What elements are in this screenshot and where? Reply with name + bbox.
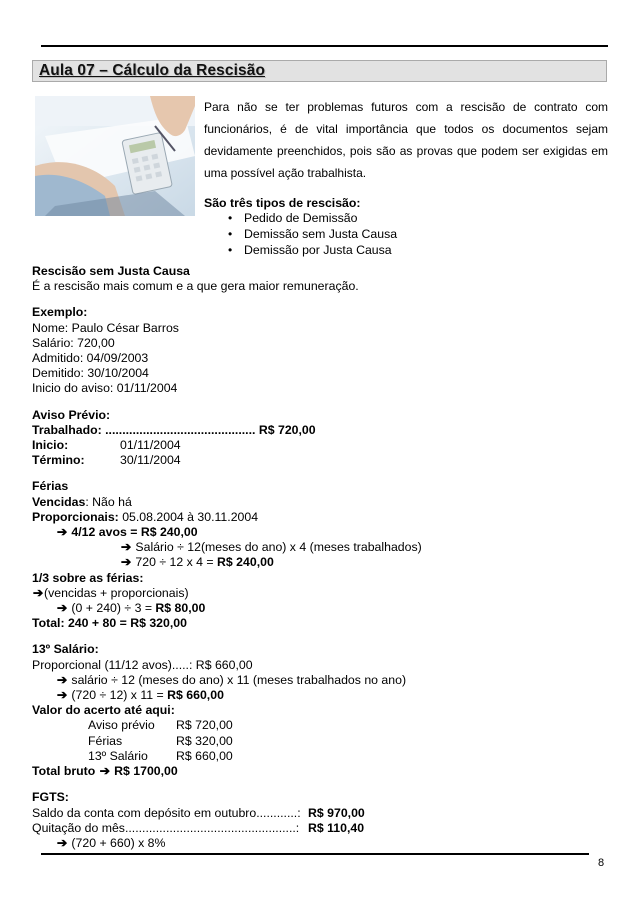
ferias-terco1-text: (vencidas + proporcionais) [44,585,189,600]
right-arrow-icon: ➔ [56,835,68,850]
ferias-vencidas-label: Vencidas [32,494,86,509]
right-arrow-icon: ➔ [120,540,132,555]
aviso-trabalhado: Trabalhado: ............................................ R$ 720,00 [32,422,316,437]
ferias-proporcionais-label: Proporcionais: [32,509,119,524]
acerto-label: Aviso prévio [88,718,155,733]
right-arrow-icon: ➔ [99,764,110,779]
decimo-calc1 [32,673,612,688]
aviso-termino-value: 30/11/2004 [120,453,181,468]
right-arrow-icon: ➔ [56,525,68,540]
fgts-heading: FGTS: [32,790,69,805]
ferias-terco2-result: R$ 80,00 [155,601,206,616]
acerto-row [32,718,612,733]
example-line: Salário: 720,00 [32,335,115,350]
section-heading: Rescisão sem Justa Causa [32,264,190,278]
photo-illustration [35,96,195,216]
example-line: Nome: Paulo César Barros [32,320,179,335]
aviso-termino-row [32,453,612,468]
rescission-types-list [230,210,397,258]
acerto-value: R$ 320,00 [176,733,233,748]
list-item: • Demissão sem Justa Causa [230,226,397,242]
aviso-inicio-row [32,438,612,453]
example-line: Inicio do aviso: 01/11/2004 [32,381,178,396]
title-bar [32,60,607,82]
ferias-vencidas [32,495,612,510]
acerto-heading: Valor do acerto até aqui: [32,703,175,718]
acerto-label: 13º Salário [88,748,148,763]
ferias-terco-heading: 1/3 sobre as férias: [32,570,144,585]
fgts-calc-text: (720 + 660) x 8% [71,835,166,850]
aviso-inicio-label: Inicio: [32,438,69,453]
decimo-calc2-result: R$ 660,00 [167,688,224,703]
right-arrow-icon: ➔ [56,688,68,703]
acerto-total-value: R$ 1700,00 [114,764,178,779]
example-heading: Exemplo: [32,305,88,320]
ferias-proporcionais-value: 05.08.2004 à 30.11.2004 [118,509,259,524]
acerto-label: Férias [88,733,123,748]
section-description: É a rescisão mais comum e a que gera maior remuneração. [32,279,359,294]
main-content [32,264,612,851]
fgts-quitacao-label: Quitação do mês..................................................: [32,820,300,835]
ferias-calc2 [32,555,612,570]
decimo-proporcional: Proporcional (11/12 avos).....: R$ 660,00 [32,657,253,672]
ferias-calc1-text: Salário ÷ 12(meses do ano) x 4 (meses trabalhados) [135,540,422,555]
top-rule [41,45,608,47]
fgts-calc [32,836,612,851]
acerto-value: R$ 660,00 [176,748,233,763]
right-arrow-icon: ➔ [56,601,68,616]
ferias-avos [32,525,612,540]
rescission-types-heading: São três tipos de rescisão: [204,196,361,210]
acerto-value: R$ 720,00 [176,718,233,733]
ferias-calc1 [32,540,612,555]
list-item: • Pedido de Demissão [230,210,397,226]
ferias-avos-text: 4/12 avos = R$ 240,00 [71,525,198,540]
ferias-proporcionais [32,510,612,525]
aviso-termino-label: Término: [32,453,85,468]
ferias-vencidas-value: : Não há [85,494,132,509]
intro-paragraph: Para não se ter problemas futuros com a rescisão de contrato com funcionários, é de vital importância que todos os documentos sejam devidamente preenchidos, pois são as provas que podem ser exigidas em uma possível ação trabalhista. [204,100,608,180]
fgts-saldo-label: Saldo da conta com depósito em outubro............: [32,805,301,820]
decimo-calc2-text: (720 ÷ 12) x 11 = [71,688,168,703]
page-number: 8 [598,857,605,869]
list-item: • Demissão por Justa Causa [230,242,397,258]
aviso-heading: Aviso Prévio: [32,407,111,422]
acerto-row [32,749,612,764]
decimo-calc2 [32,688,612,703]
right-arrow-icon: ➔ [120,555,132,570]
fgts-quitacao-value: R$ 110,40 [308,820,365,835]
decimo-heading: 13º Salário: [32,642,99,657]
bottom-rule [41,853,589,855]
ferias-terco2 [32,601,612,616]
right-arrow-icon: ➔ [32,585,44,600]
page-title: Aula 07 – Cálculo da Rescisão [39,62,266,79]
ferias-calc2-text: 720 ÷ 12 x 4 = [135,555,218,570]
fgts-quitacao [32,821,612,836]
ferias-calc2-result: R$ 240,00 [217,555,274,570]
ferias-terco1 [32,586,612,601]
aviso-inicio-value: 01/11/2004 [120,438,181,453]
decimo-calc1-text: salário ÷ 12 (meses do ano) x 11 (meses trabalhados no ano) [71,672,407,687]
fgts-saldo [32,806,612,821]
example-line: Admitido: 04/09/2003 [32,351,149,366]
calculator-hands-photo [35,96,195,216]
ferias-heading: Férias [32,479,69,494]
ferias-total: Total: 240 + 80 = R$ 320,00 [32,616,187,631]
right-arrow-icon: ➔ [56,672,68,687]
acerto-row [32,734,612,749]
fgts-saldo-value: R$ 970,00 [308,805,365,820]
acerto-total-label: Total bruto [32,764,96,779]
acerto-total [32,764,612,779]
example-line: Demitido: 30/10/2004 [32,366,149,381]
ferias-terco2-text: (0 + 240) ÷ 3 = [71,601,156,616]
